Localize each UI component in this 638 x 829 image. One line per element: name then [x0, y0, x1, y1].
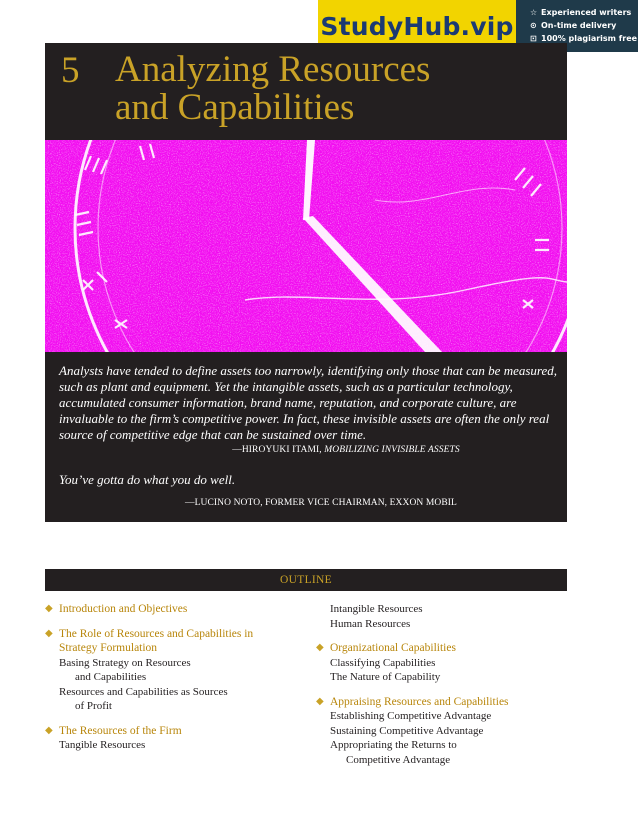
outline-heading-text: Organizational Capabilities: [330, 642, 456, 654]
outline-heading-text: Introduction and Objectives: [59, 603, 188, 615]
outline-subsection[interactable]: The Nature of Capability: [330, 671, 441, 683]
attribution-author: —HIROYUKI ITAMI,: [232, 445, 322, 455]
outline-section-heading[interactable]: [45, 724, 295, 739]
clock-icon: ⊙: [530, 21, 537, 30]
outline-subsection[interactable]: Appropriating the Returns to: [330, 739, 457, 751]
outline-subsection[interactable]: Intangible Resources: [330, 603, 423, 615]
outline-section-heading[interactable]: [316, 641, 576, 656]
shield-check-icon: ⊡: [530, 34, 537, 43]
chapter-number: 5: [61, 50, 80, 91]
outline-section-heading[interactable]: [45, 641, 295, 656]
outline-subsection[interactable]: Basing Strategy on Resources: [59, 656, 191, 669]
outline-column-left: [45, 602, 295, 753]
diamond-bullet-icon: ◆: [45, 603, 53, 614]
outline-section-heading[interactable]: [45, 602, 295, 617]
outline-heading-text: The Resources of the Firm: [59, 724, 182, 737]
ad-logo[interactable]: StudyHub.vip: [318, 0, 516, 52]
ad-features: [530, 6, 638, 45]
epigraph-attribution: [45, 445, 567, 455]
chapter-title-line: and Capabilities: [115, 87, 355, 128]
outline-heading-text: Appraising Resources and Capabilities: [330, 695, 509, 708]
outline-subsection[interactable]: Sustaining Competitive Advantage: [330, 724, 484, 737]
outline-section-heading[interactable]: [316, 695, 576, 710]
attribution-source: MOBILIZING INVISIBLE ASSETS: [324, 445, 460, 455]
outline-subsection[interactable]: Classifying Capabilities: [330, 656, 436, 669]
outline-heading-text: The Role of Resources and Capabilities in: [59, 627, 254, 640]
diamond-bullet-icon: ◆: [316, 642, 324, 653]
chapter-title-line: Analyzing Resources: [115, 49, 431, 90]
outline-subsection[interactable]: Human Resources: [330, 617, 411, 630]
ad-feature: [530, 6, 638, 19]
ad-feature-text: 100% plagiarism free: [541, 34, 638, 43]
ad-feature-text: On-time delivery: [541, 21, 617, 30]
outline-section-heading[interactable]: [45, 627, 295, 642]
diamond-bullet-icon: ◆: [45, 627, 53, 639]
chapter-title: [115, 51, 555, 127]
outline-header: OUTLINE: [45, 569, 567, 591]
epigraph-attribution: —LUCINO NOTO, FORMER VICE CHAIRMAN, EXXON MOBIL: [185, 498, 457, 508]
outline-subsection[interactable]: Resources and Capabilities as Sources: [59, 685, 228, 698]
outline-subsection[interactable]: of Profit: [75, 700, 112, 712]
outline-heading-text: Strategy Formulation: [59, 642, 158, 654]
outline-subsection[interactable]: Competitive Advantage: [346, 753, 451, 766]
outline-spacer: [45, 617, 295, 627]
diamond-bullet-icon: ◆: [316, 695, 324, 707]
star-icon: ☆: [530, 8, 538, 17]
outline-spacer: [45, 714, 295, 724]
outline-spacer: [316, 685, 576, 695]
outline-column-right: [316, 602, 576, 767]
diamond-bullet-icon: ◆: [45, 724, 53, 736]
outline-subsection[interactable]: and Capabilities: [75, 671, 147, 683]
epigraph-quote: You’ve gotta do what you do well.: [59, 472, 236, 487]
sundial-image: [45, 140, 567, 352]
epigraph-quote: Analysts have tended to define assets too narrowly, identifying only those that can be measured, such as plant and equipment. Yet the intangible assets, such as a particular technology, accumulated consumer information, brand name, reputation, and corporate culture, are invaluable to the firm’s competitive power. In fact, these invisible assets are often the only real source of competitive edge that can be sustained over time.: [59, 363, 558, 442]
outline-subsection[interactable]: Establishing Competitive Advantage: [330, 710, 492, 722]
chapter-header: [45, 43, 567, 140]
epigraph-block: [45, 352, 567, 522]
outline-spacer: [316, 631, 576, 641]
ad-feature-text: Experienced writers: [541, 8, 632, 17]
ad-feature: [530, 19, 638, 32]
outline-subsection[interactable]: Tangible Resources: [59, 739, 146, 751]
